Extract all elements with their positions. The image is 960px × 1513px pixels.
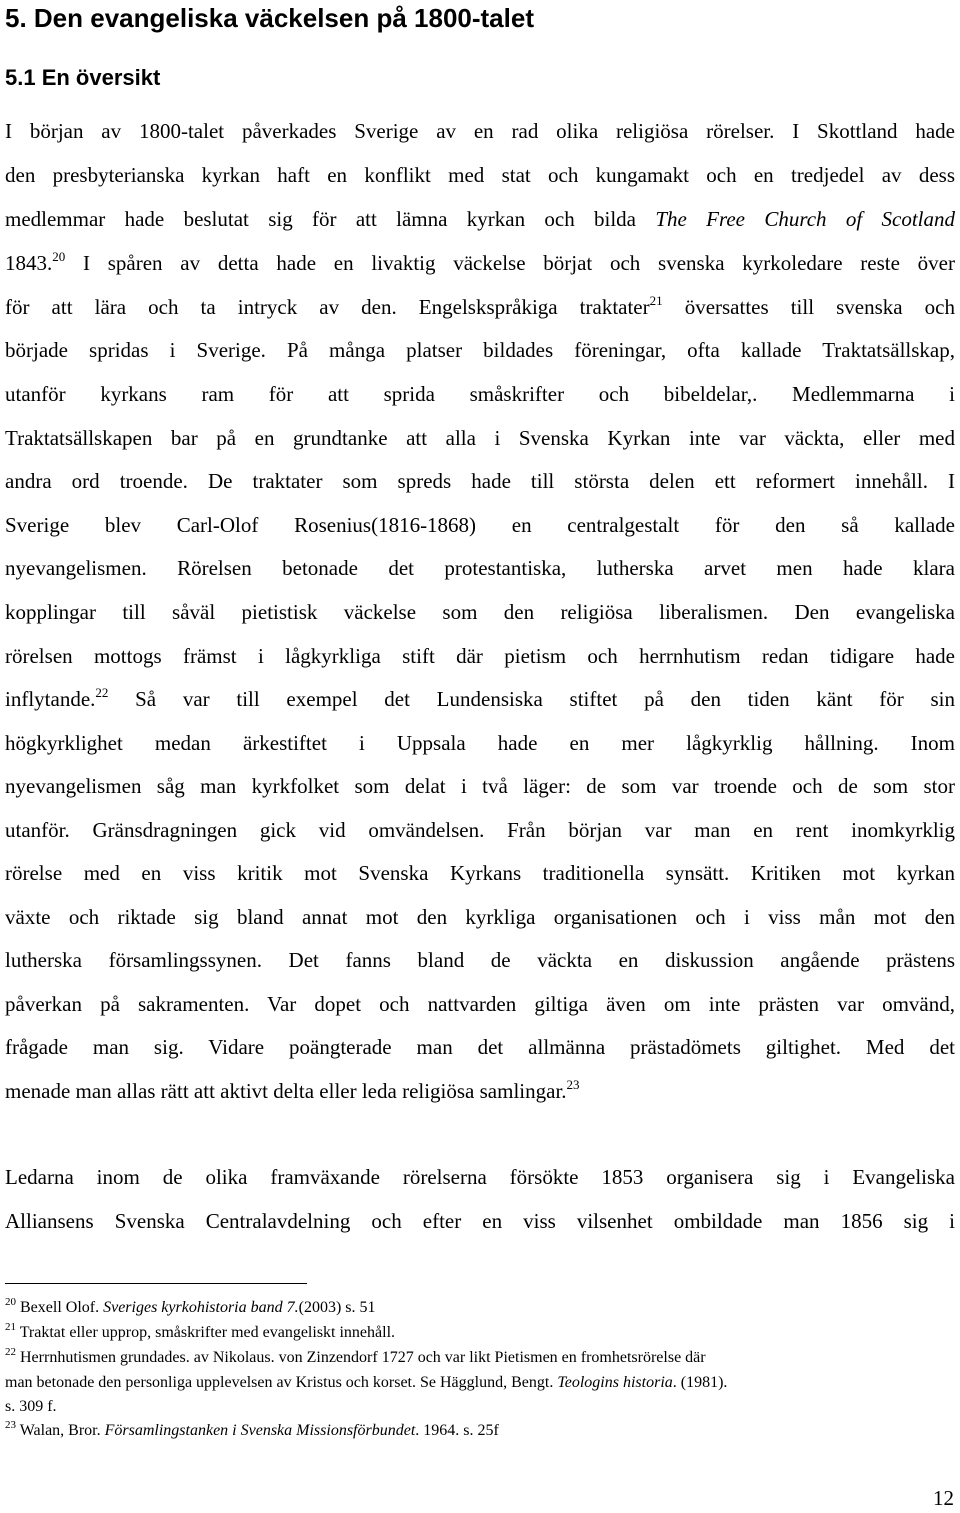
body-line: Traktatsällskapen bar på en grundtanke att alla i Svenska Kyrkan inte var väckta, eller med [5,426,955,450]
italic-title: The Free Church of Scotland [655,207,955,231]
body-line: menade man allas rätt att aktivt delta eller leda religiösa samlingar.$^{23}$ [5,1077,580,1103]
body-line: utanför kyrkans ram för att sprida småskrifter och bibeldelar,. Medlemmarna i [5,382,955,406]
body-line: utanför. Gränsdragningen gick vid omvändelsen. Från början var man en rent inomkyrklig [5,818,955,842]
body-line: den presbyterianska kyrkan haft en konflikt med stat och kungamakt och en tredjedel av dess [5,163,955,187]
body-line: för att lära och ta intryck av den. Engelskspråkiga traktater$^{21}$ översattes till svenska och [5,293,955,319]
body-line: rörelse med en viss kritik mot Svenska Kyrkans traditionella synsätt. Kritiken mot kyrkan [5,861,955,885]
footnote-separator [5,1283,307,1284]
body-line: medlemmar hade beslutat sig för att lämna kyrkan och bilda The Free Church of Scotland [5,207,955,231]
body-line: Ledarna inom de olika framväxande rörelserna försökte 1853 organisera sig i Evangeliska [5,1165,955,1189]
body-line: inflytande.$^{22}$ Så var till exempel det Lundensiska stiftet på den tiden känt för sin [5,685,955,711]
body-line: rörelsen mottogs främst i lågkyrkliga stift där pietism och herrnhutism redan tidigare hade [5,644,955,668]
section-heading: 5.1 En översikt [5,65,161,90]
body-line: frågade man sig. Vidare poängterade man det allmänna prästadömets giltighet. Med det [5,1035,955,1059]
footnote-23: $^{23}$ Walan, Bror. Församlingstanken i Svenska Missionsförbundet. 1964. s. 25f [5,1419,499,1439]
body-line: högkyrklighet medan ärkestiftet i Uppsala hade en mer lågkyrklig hållning. Inom [5,731,955,755]
body-line: kopplingar till såväl pietistisk väckelse som den religiösa liberalismen. Den evangeliska [5,600,955,624]
footnote-20: $^{20}$ Bexell Olof. Sveriges kyrkohistoria band 7.(2003) s. 51 [5,1296,376,1316]
footnote-21: $^{21}$ Traktat eller upprop, småskrifter med evangeliskt innehåll. [5,1321,396,1341]
body-line: Alliansens Svenska Centralavdelning och efter en viss vilsenhet ombildade man 1856 sig i [5,1209,955,1233]
body-line: I början av 1800-talet påverkades Sverige av en rad olika religiösa rörelser. I Skottland hade [5,119,955,143]
footnote-ref: 23 [566,1077,580,1092]
body-line: påverkan på sakramenten. Var dopet och nattvarden giltiga även om inte prästen var omvänd, [5,992,955,1016]
body-line: nyevangelismen såg man kyrkfolket som delat i två läger: de som var troende och de som stor [5,774,955,798]
body-line: 1843.20 I spåren av detta hade en livaktig väckelse börjat och svenska kyrkoledare reste över [5,249,955,275]
chapter-heading: 5. Den evangeliska väckelsen på 1800-talet [5,3,534,33]
footnote-ref: 20 [52,249,66,264]
footnote-22-cont: s. 309 f. [5,1398,57,1415]
body-line: Sverige blev Carl-Olof Rosenius(1816-1868) en centralgestalt för den så kallade [5,513,955,537]
footnote-22: $^{22}$ Herrnhutismen grundades. av Nikolaus. von Zinzendorf 1727 och var likt Pietismen en fromhetsrörelse där [5,1346,706,1366]
footnote-22-cont: man betonade den personliga upplevelsen av Kristus och korset. Se Hägglund, Bengt. Teologins historia. (1981). [5,1374,728,1391]
footnote-ref: 22 [95,685,109,700]
body-line: nyevangelismen. Rörelsen betonade det protestantiska, lutherska arvet men hade klara [5,556,955,580]
page-number: 12 [933,1486,954,1510]
footnote-ref: 21 [649,293,663,308]
body-line: växte och riktade sig bland annat mot den kyrkliga organisationen och i viss mån mot den [5,905,955,929]
body-line: lutherska församlingssynen. Det fanns bland de väckta en diskussion angående prästens [5,948,955,972]
body-line: andra ord troende. De traktater som spreds hade till största delen ett reformert innehåll. I [5,469,955,493]
body-line: började spridas i Sverige. På många platser bildades föreningar, ofta kallade Traktatsällskap, [5,338,955,362]
